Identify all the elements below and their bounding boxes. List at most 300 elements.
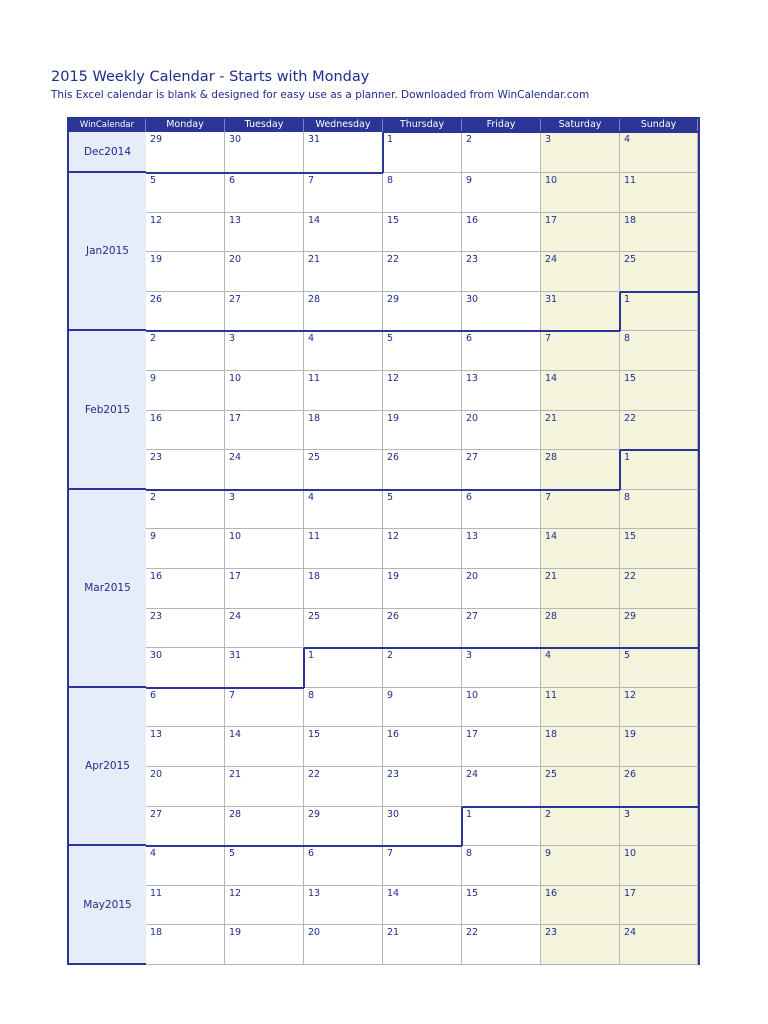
day-cell[interactable]	[225, 609, 304, 649]
day-cell[interactable]	[462, 331, 541, 371]
day-number: 31	[308, 134, 321, 145]
day-cell[interactable]	[225, 688, 304, 728]
day-header-wednesday: Wednesday	[304, 118, 383, 132]
day-cell[interactable]	[620, 569, 698, 609]
day-number: 22	[308, 769, 321, 780]
day-number: 20	[466, 571, 479, 582]
day-number: 17	[545, 214, 558, 226]
day-cell[interactable]	[304, 529, 383, 569]
day-cell[interactable]	[304, 292, 383, 332]
day-cell[interactable]	[146, 648, 225, 688]
day-cell[interactable]	[462, 569, 541, 609]
day-cell[interactable]	[225, 767, 304, 807]
day-cell[interactable]	[383, 886, 462, 926]
day-cell[interactable]	[541, 648, 620, 688]
day-number: 31	[545, 293, 558, 305]
day-cell[interactable]	[146, 411, 225, 451]
day-number: 6	[308, 848, 315, 860]
day-cell[interactable]	[541, 490, 620, 530]
day-number: 22	[624, 571, 637, 582]
day-number: 16	[387, 729, 400, 741]
day-number: 14	[229, 729, 242, 741]
day-cell[interactable]	[462, 688, 541, 728]
day-cell[interactable]	[225, 846, 304, 886]
day-number: 12	[387, 373, 400, 384]
day-number: 26	[624, 769, 637, 780]
page-subtitle: This Excel calendar is blank & designed for easy use as a planner. Downloaded from WinCalendar.com	[51, 89, 590, 101]
day-cell[interactable]	[541, 886, 620, 926]
day-number: 26	[387, 610, 400, 622]
day-number: 14	[387, 887, 400, 899]
day-cell[interactable]	[541, 609, 620, 649]
day-number: 2	[150, 491, 157, 503]
day-cell[interactable]	[146, 331, 225, 371]
day-cell[interactable]	[304, 925, 383, 965]
day-cell[interactable]	[304, 411, 383, 451]
day-cell[interactable]	[304, 807, 383, 847]
day-cell[interactable]	[225, 490, 304, 530]
day-number: 24	[229, 610, 242, 622]
day-number: 11	[308, 531, 321, 543]
day-cell[interactable]	[462, 925, 541, 965]
day-cell[interactable]	[225, 886, 304, 926]
day-number: 23	[387, 769, 400, 780]
day-cell[interactable]	[462, 132, 541, 173]
day-cell[interactable]	[383, 213, 462, 253]
day-number: 13	[466, 373, 479, 384]
day-number: 7	[229, 689, 236, 701]
day-number: 30	[387, 808, 400, 820]
day-number: 19	[229, 927, 242, 939]
day-cell[interactable]	[146, 886, 225, 926]
day-cell[interactable]	[383, 609, 462, 649]
day-number: 16	[545, 887, 558, 899]
day-number: 11	[308, 373, 321, 384]
day-cell[interactable]	[146, 925, 225, 965]
day-cell[interactable]	[225, 648, 304, 688]
day-number: 6	[466, 491, 473, 503]
day-cell[interactable]	[620, 213, 698, 253]
day-cell[interactable]	[304, 609, 383, 649]
day-number: 11	[150, 887, 163, 899]
day-cell[interactable]	[541, 450, 620, 490]
day-cell[interactable]	[304, 648, 383, 688]
day-cell[interactable]	[383, 331, 462, 371]
day-number: 12	[150, 214, 163, 226]
day-cell[interactable]	[620, 807, 698, 847]
day-number: 29	[624, 610, 637, 622]
day-number: 18	[545, 729, 558, 741]
day-cell[interactable]	[462, 411, 541, 451]
day-number: 24	[466, 769, 479, 780]
day-number: 17	[466, 729, 479, 741]
day-cell[interactable]	[383, 569, 462, 609]
day-cell[interactable]	[383, 173, 462, 213]
day-cell[interactable]	[462, 450, 541, 490]
day-cell[interactable]	[146, 132, 225, 173]
day-cell[interactable]	[146, 292, 225, 332]
day-number: 19	[150, 254, 163, 266]
day-cell[interactable]	[541, 807, 620, 847]
day-cell[interactable]	[383, 252, 462, 292]
day-number: 11	[624, 175, 637, 186]
day-number: 15	[624, 531, 637, 543]
day-cell[interactable]	[620, 846, 698, 886]
day-number: 21	[545, 412, 558, 424]
day-cell[interactable]	[383, 727, 462, 767]
day-number: 5	[150, 175, 157, 186]
day-number: 16	[466, 214, 479, 226]
day-cell[interactable]	[383, 767, 462, 807]
day-cell[interactable]	[225, 132, 304, 173]
day-cell[interactable]	[146, 767, 225, 807]
day-cell[interactable]	[462, 846, 541, 886]
day-cell[interactable]	[225, 450, 304, 490]
day-cell[interactable]	[383, 411, 462, 451]
day-number: 14	[308, 214, 321, 226]
day-cell[interactable]	[541, 688, 620, 728]
day-cell[interactable]	[620, 173, 698, 213]
day-cell[interactable]	[620, 371, 698, 411]
day-number: 21	[308, 254, 321, 266]
day-cell[interactable]	[383, 807, 462, 847]
day-cell[interactable]	[304, 173, 383, 213]
day-cell[interactable]	[541, 569, 620, 609]
day-cell[interactable]	[462, 213, 541, 253]
month-label: May2015	[69, 846, 146, 965]
day-number: 15	[387, 214, 400, 226]
day-number: 18	[624, 214, 637, 226]
day-cell[interactable]	[541, 529, 620, 569]
corner-label: WinCalendar	[69, 118, 146, 132]
day-number: 23	[150, 452, 163, 464]
day-number: 29	[308, 808, 321, 820]
day-number: 14	[545, 531, 558, 543]
day-cell[interactable]	[146, 490, 225, 530]
day-number: 13	[150, 729, 163, 741]
day-number: 9	[387, 689, 394, 701]
day-number: 8	[387, 175, 394, 186]
day-number: 1	[308, 650, 315, 662]
day-cell[interactable]	[304, 846, 383, 886]
day-cell[interactable]	[383, 292, 462, 332]
day-number: 4	[545, 650, 552, 662]
day-number: 20	[150, 769, 163, 780]
day-number: 22	[387, 254, 400, 266]
day-number: 11	[545, 689, 558, 701]
day-number: 22	[466, 927, 479, 939]
month-label: Jan2015	[69, 173, 146, 331]
day-number: 20	[466, 412, 479, 424]
day-number: 10	[466, 689, 479, 701]
day-cell[interactable]	[541, 371, 620, 411]
day-cell[interactable]	[225, 529, 304, 569]
day-number: 10	[229, 373, 242, 384]
day-cell[interactable]	[225, 807, 304, 847]
day-cell[interactable]	[304, 450, 383, 490]
day-number: 15	[624, 373, 637, 384]
day-number: 1	[466, 808, 473, 820]
day-number: 24	[624, 927, 637, 939]
day-cell[interactable]	[383, 688, 462, 728]
day-number: 15	[308, 729, 321, 741]
day-cell[interactable]	[383, 132, 462, 173]
day-number: 14	[545, 373, 558, 384]
day-number: 10	[229, 531, 242, 543]
day-cell[interactable]	[146, 569, 225, 609]
day-number: 8	[624, 491, 631, 503]
day-cell[interactable]	[620, 411, 698, 451]
day-number: 3	[466, 650, 473, 662]
month-label: Dec2014	[69, 132, 146, 173]
day-number: 7	[308, 175, 315, 186]
day-number: 3	[624, 808, 631, 820]
day-number: 19	[387, 571, 400, 582]
day-header-saturday: Saturday	[541, 118, 620, 132]
day-number: 23	[545, 927, 558, 939]
day-cell[interactable]	[225, 727, 304, 767]
day-number: 29	[150, 134, 163, 145]
day-number: 1	[387, 134, 394, 145]
day-number: 4	[308, 333, 315, 345]
day-cell[interactable]	[620, 648, 698, 688]
day-number: 25	[624, 254, 637, 266]
day-cell[interactable]	[462, 371, 541, 411]
day-cell[interactable]	[462, 609, 541, 649]
day-number: 7	[387, 848, 394, 860]
day-number: 5	[624, 650, 631, 662]
day-number: 9	[545, 848, 552, 860]
day-number: 2	[466, 134, 473, 145]
day-number: 25	[545, 769, 558, 780]
day-header-friday: Friday	[462, 118, 541, 132]
day-number: 22	[624, 412, 637, 424]
day-cell[interactable]	[541, 767, 620, 807]
day-cell[interactable]	[462, 807, 541, 847]
day-cell[interactable]	[304, 569, 383, 609]
day-number: 21	[387, 927, 400, 939]
day-cell[interactable]	[620, 925, 698, 965]
day-cell[interactable]	[541, 331, 620, 371]
day-cell[interactable]	[620, 609, 698, 649]
day-cell[interactable]	[462, 252, 541, 292]
day-cell[interactable]	[620, 252, 698, 292]
day-cell[interactable]	[620, 292, 698, 332]
day-number: 23	[466, 254, 479, 266]
day-number: 18	[150, 927, 163, 939]
day-number: 6	[150, 689, 157, 701]
day-number: 12	[387, 531, 400, 543]
day-cell[interactable]	[620, 688, 698, 728]
day-number: 9	[466, 175, 473, 186]
day-header-sunday: Sunday	[620, 118, 698, 132]
day-number: 30	[466, 293, 479, 305]
day-number: 6	[229, 175, 236, 186]
day-number: 19	[624, 729, 637, 741]
day-cell[interactable]	[462, 173, 541, 213]
day-cell[interactable]	[146, 688, 225, 728]
day-number: 3	[545, 134, 552, 145]
day-cell[interactable]	[462, 490, 541, 530]
day-number: 21	[545, 571, 558, 582]
day-cell[interactable]	[304, 688, 383, 728]
day-number: 4	[624, 134, 631, 145]
day-number: 12	[229, 887, 242, 899]
day-cell[interactable]	[146, 252, 225, 292]
day-cell[interactable]	[146, 213, 225, 253]
day-cell[interactable]	[304, 371, 383, 411]
day-number: 29	[387, 293, 400, 305]
day-cell[interactable]	[620, 886, 698, 926]
day-number: 9	[150, 373, 157, 384]
day-cell[interactable]	[620, 727, 698, 767]
day-cell[interactable]	[383, 648, 462, 688]
day-cell[interactable]	[146, 727, 225, 767]
day-cell[interactable]	[225, 173, 304, 213]
day-cell[interactable]	[541, 925, 620, 965]
day-cell[interactable]	[383, 529, 462, 569]
day-number: 8	[624, 333, 631, 345]
day-cell[interactable]	[383, 846, 462, 886]
month-label: Mar2015	[69, 490, 146, 688]
day-number: 27	[229, 293, 242, 305]
day-number: 24	[545, 254, 558, 266]
day-cell[interactable]	[383, 925, 462, 965]
day-number: 19	[387, 412, 400, 424]
day-cell[interactable]	[620, 767, 698, 807]
day-cell[interactable]	[541, 252, 620, 292]
day-cell[interactable]	[225, 569, 304, 609]
day-cell[interactable]	[541, 846, 620, 886]
day-cell[interactable]	[304, 132, 383, 173]
day-number: 16	[150, 412, 163, 424]
day-number: 13	[308, 887, 321, 899]
day-number: 27	[150, 808, 163, 820]
day-cell[interactable]	[620, 132, 698, 173]
day-number: 25	[308, 452, 321, 464]
day-cell[interactable]	[146, 529, 225, 569]
day-number: 26	[387, 452, 400, 464]
day-number: 13	[466, 531, 479, 543]
day-cell[interactable]	[146, 371, 225, 411]
day-number: 27	[466, 452, 479, 464]
day-cell[interactable]	[541, 132, 620, 173]
day-number: 16	[150, 571, 163, 582]
day-number: 10	[624, 848, 637, 860]
day-number: 27	[466, 610, 479, 622]
day-number: 13	[229, 214, 242, 226]
day-cell[interactable]	[620, 529, 698, 569]
day-cell[interactable]	[146, 846, 225, 886]
day-cell[interactable]	[146, 173, 225, 213]
day-cell[interactable]	[620, 331, 698, 371]
day-cell[interactable]	[462, 886, 541, 926]
day-cell[interactable]	[462, 767, 541, 807]
day-number: 7	[545, 491, 552, 503]
day-number: 15	[466, 887, 479, 899]
day-number: 8	[466, 848, 473, 860]
day-number: 5	[229, 848, 236, 860]
day-number: 28	[545, 610, 558, 622]
day-number: 30	[229, 134, 242, 145]
day-number: 12	[624, 689, 637, 701]
day-cell[interactable]	[304, 727, 383, 767]
day-cell[interactable]	[304, 331, 383, 371]
day-number: 5	[387, 333, 394, 345]
day-number: 7	[545, 333, 552, 345]
day-number: 3	[229, 333, 236, 345]
day-cell[interactable]	[462, 727, 541, 767]
day-cell[interactable]	[225, 371, 304, 411]
day-cell[interactable]	[620, 490, 698, 530]
day-cell[interactable]	[304, 886, 383, 926]
day-cell[interactable]	[304, 767, 383, 807]
day-number: 18	[308, 571, 321, 582]
day-number: 10	[545, 175, 558, 186]
day-number: 21	[229, 769, 242, 780]
day-cell[interactable]	[541, 173, 620, 213]
day-number: 5	[387, 491, 394, 503]
day-number: 30	[150, 650, 163, 662]
day-cell[interactable]	[304, 252, 383, 292]
day-number: 17	[229, 571, 242, 582]
day-number: 2	[387, 650, 394, 662]
day-cell[interactable]	[462, 529, 541, 569]
day-cell[interactable]	[541, 292, 620, 332]
day-number: 20	[229, 254, 242, 266]
day-cell[interactable]	[225, 252, 304, 292]
day-cell[interactable]	[541, 213, 620, 253]
day-cell[interactable]	[146, 807, 225, 847]
day-number: 4	[308, 491, 315, 503]
day-cell[interactable]	[146, 450, 225, 490]
day-number: 28	[308, 293, 321, 305]
day-cell[interactable]	[462, 292, 541, 332]
day-cell[interactable]	[225, 331, 304, 371]
day-number: 26	[150, 293, 163, 305]
day-number: 3	[229, 491, 236, 503]
day-cell[interactable]	[620, 450, 698, 490]
day-number: 6	[466, 333, 473, 345]
month-label: Apr2015	[69, 688, 146, 846]
day-number: 25	[308, 610, 321, 622]
month-label: Feb2015	[69, 331, 146, 489]
day-cell[interactable]	[304, 213, 383, 253]
day-cell[interactable]	[383, 371, 462, 411]
day-cell[interactable]	[383, 450, 462, 490]
day-cell[interactable]	[541, 727, 620, 767]
day-number: 2	[150, 333, 157, 345]
day-cell[interactable]	[383, 490, 462, 530]
day-cell[interactable]	[225, 411, 304, 451]
day-number: 31	[229, 650, 242, 662]
day-number: 28	[229, 808, 242, 820]
day-cell[interactable]	[225, 925, 304, 965]
day-cell[interactable]	[304, 490, 383, 530]
day-number: 2	[545, 808, 552, 820]
day-number: 23	[150, 610, 163, 622]
day-header-thursday: Thursday	[383, 118, 462, 132]
day-cell[interactable]	[462, 648, 541, 688]
day-cell[interactable]	[146, 609, 225, 649]
page-title: 2015 Weekly Calendar - Starts with Monday	[51, 69, 370, 85]
day-cell[interactable]	[225, 213, 304, 253]
day-number: 17	[229, 412, 242, 424]
day-cell[interactable]	[225, 292, 304, 332]
day-header-monday: Monday	[146, 118, 225, 132]
day-number: 1	[624, 293, 631, 305]
day-cell[interactable]	[541, 411, 620, 451]
